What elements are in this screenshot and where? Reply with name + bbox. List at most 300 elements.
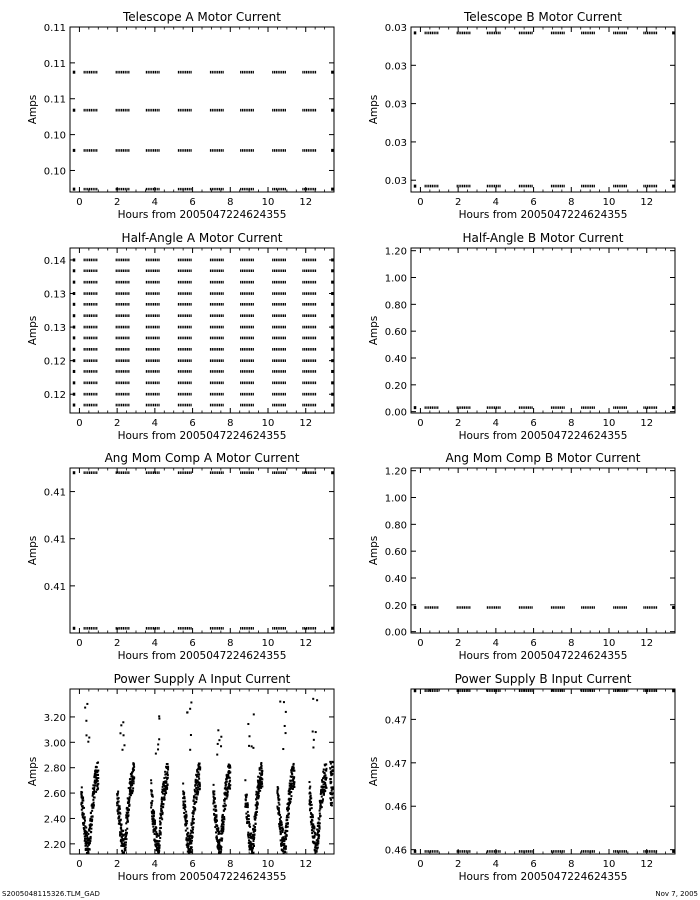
- x-tick-label: 0: [417, 638, 424, 649]
- data-point: [73, 314, 76, 317]
- data-point: [245, 813, 247, 815]
- data-point: [84, 816, 86, 818]
- x-tick-label: 2: [454, 418, 462, 429]
- data-point: [288, 813, 290, 815]
- y-axis-label: Amps: [368, 756, 380, 787]
- chart-title: Telescope A Motor Current: [123, 10, 281, 24]
- data-point: [278, 798, 280, 800]
- data-point: [130, 786, 132, 788]
- data-point: [325, 768, 327, 770]
- data-point: [160, 827, 162, 829]
- data-point: [116, 794, 118, 796]
- data-point: [247, 832, 249, 834]
- x-tick-label: 2: [113, 197, 121, 208]
- data-point: [223, 816, 225, 818]
- chart-title: Half-Angle A Motor Current: [121, 231, 283, 245]
- data-point: [93, 787, 95, 789]
- data-point: [221, 838, 223, 840]
- data-point: [158, 847, 160, 849]
- source-filename: S2005048115326.TLM_GAD: [2, 890, 100, 898]
- data-point: [286, 835, 288, 837]
- data-point: [331, 359, 334, 362]
- data-point: [123, 734, 125, 736]
- data-point: [288, 808, 290, 810]
- data-point: [332, 788, 334, 790]
- data-point: [93, 793, 95, 795]
- data-point: [311, 807, 313, 809]
- data-point: [214, 826, 216, 828]
- chart-title: Half-Angle B Motor Current: [462, 231, 624, 245]
- data-point: [252, 856, 254, 858]
- data-point: [331, 188, 334, 191]
- y-tick-label: 1.20: [384, 246, 407, 258]
- y-tick-label: 0.13: [43, 289, 66, 301]
- x-tick-label: 4: [151, 197, 159, 208]
- data-point: [159, 837, 161, 839]
- data-point: [192, 829, 194, 831]
- data-point: [89, 842, 91, 844]
- data-point: [87, 855, 89, 857]
- data-point: [256, 807, 258, 809]
- data-point: [290, 798, 292, 800]
- x-tick-label: 6: [189, 859, 196, 870]
- y-tick-label: 0.03: [384, 99, 407, 111]
- data-point: [122, 749, 124, 751]
- data-point: [198, 773, 200, 775]
- data-point: [132, 790, 134, 792]
- data-point: [213, 793, 215, 795]
- data-point: [199, 763, 201, 765]
- x-tick-label: 4: [151, 859, 159, 870]
- data-point: [261, 767, 263, 769]
- data-point: [255, 823, 257, 825]
- data-point: [131, 784, 133, 786]
- data-point: [278, 807, 280, 809]
- data-point: [91, 824, 93, 826]
- y-tick-label: 0.20: [384, 380, 407, 392]
- data-point: [249, 823, 251, 825]
- y-tick-label: 0.10: [43, 130, 66, 142]
- data-point: [73, 471, 76, 474]
- data-point: [162, 793, 164, 795]
- x-tick-label: 2: [454, 197, 462, 208]
- x-tick-label: 0: [76, 418, 83, 429]
- x-tick-label: 12: [299, 859, 313, 870]
- x-tick-label: 10: [261, 418, 275, 429]
- data-point: [293, 776, 295, 778]
- data-point: [283, 860, 285, 862]
- data-point: [88, 854, 90, 856]
- data-point: [151, 804, 153, 806]
- x-tick-label: 2: [113, 418, 121, 429]
- data-point: [129, 796, 131, 798]
- data-point: [160, 832, 162, 834]
- data-point: [252, 856, 254, 858]
- plot-frame: [70, 248, 334, 413]
- y-tick-label: 1.00: [384, 273, 407, 285]
- x-tick-label: 6: [189, 418, 196, 429]
- data-point: [133, 766, 135, 768]
- data-point: [331, 790, 333, 792]
- data-point: [331, 149, 334, 152]
- data-point: [226, 781, 228, 783]
- y-tick-label: 0.03: [384, 137, 407, 149]
- data-point: [331, 292, 334, 295]
- data-point: [120, 819, 122, 821]
- data-point: [123, 856, 125, 858]
- data-series: [73, 258, 334, 406]
- data-point: [249, 826, 251, 828]
- data-point: [293, 781, 295, 783]
- data-point: [196, 796, 198, 798]
- data-point: [246, 794, 248, 796]
- data-point: [119, 732, 121, 734]
- data-point: [182, 801, 184, 803]
- y-axis-label: Amps: [368, 315, 380, 346]
- y-tick-label: 0.41: [43, 581, 66, 593]
- data-point: [289, 793, 291, 795]
- x-tick-label: 4: [492, 418, 500, 429]
- data-point: [316, 851, 318, 853]
- data-point: [323, 794, 325, 796]
- data-point: [320, 815, 322, 817]
- data-point: [160, 808, 162, 810]
- y-tick-label: 0.14: [43, 255, 66, 267]
- data-point: [85, 827, 87, 829]
- data-point: [92, 807, 94, 809]
- data-point: [97, 770, 99, 772]
- data-point: [119, 813, 121, 815]
- data-point: [155, 827, 157, 829]
- data-point: [308, 781, 310, 783]
- data-point: [154, 820, 156, 822]
- y-tick-label: 0.46: [384, 802, 407, 814]
- x-tick-label: 6: [530, 197, 537, 208]
- data-point: [190, 842, 192, 844]
- y-axis-label: Amps: [27, 94, 39, 125]
- data-point: [315, 861, 317, 863]
- data-point: [325, 770, 327, 772]
- data-point: [88, 737, 90, 739]
- x-tick-label: 6: [189, 197, 196, 208]
- data-point: [167, 777, 169, 779]
- data-point: [255, 799, 257, 801]
- data-point: [280, 832, 282, 834]
- data-point: [261, 781, 263, 783]
- chart-title: Ang Mom Comp A Motor Current: [104, 451, 300, 465]
- data-point: [280, 816, 282, 818]
- data-point: [186, 822, 188, 824]
- data-point: [73, 269, 76, 272]
- data-point: [196, 798, 198, 800]
- data-point: [162, 806, 164, 808]
- data-point: [193, 822, 195, 824]
- data-point: [227, 791, 229, 793]
- data-point: [95, 791, 97, 793]
- data-point: [309, 786, 311, 788]
- y-tick-label: 0.00: [384, 627, 407, 639]
- data-point: [151, 800, 153, 802]
- y-tick-label: 1.00: [384, 493, 407, 505]
- data-point: [325, 763, 327, 765]
- data-point: [219, 854, 221, 856]
- data-point: [312, 698, 314, 700]
- data-point: [153, 811, 155, 813]
- data-point: [279, 831, 281, 833]
- data-point: [84, 707, 86, 709]
- data-point: [414, 31, 417, 34]
- data-point: [253, 834, 255, 836]
- x-tick-label: 6: [530, 638, 537, 649]
- data-point: [254, 826, 256, 828]
- x-tick-label: 10: [261, 859, 275, 870]
- x-axis-label: Hours from 2005047224624355: [117, 650, 287, 662]
- data-point: [93, 802, 95, 804]
- data-point: [189, 749, 191, 751]
- x-tick-label: 2: [113, 638, 121, 649]
- data-point: [331, 314, 334, 317]
- x-tick-label: 12: [640, 638, 654, 649]
- data-point: [251, 845, 253, 847]
- data-point: [199, 788, 201, 790]
- y-tick-label: 0.12: [43, 390, 66, 402]
- data-point: [672, 185, 675, 188]
- data-point: [216, 825, 218, 827]
- data-point: [293, 770, 295, 772]
- data-point: [123, 861, 125, 863]
- data-point: [290, 795, 292, 797]
- data-point: [184, 797, 186, 799]
- data-point: [222, 828, 224, 830]
- data-point: [331, 71, 334, 74]
- data-point: [311, 832, 313, 834]
- data-point: [83, 822, 85, 824]
- data-point: [279, 701, 281, 703]
- data-point: [312, 746, 314, 748]
- chart-panel-7: [27, 672, 334, 883]
- data-point: [190, 734, 192, 736]
- data-point: [261, 773, 263, 775]
- data-point: [164, 771, 166, 773]
- data-point: [220, 854, 222, 856]
- data-point: [128, 800, 130, 802]
- data-series: [73, 471, 334, 630]
- data-point: [216, 835, 218, 837]
- data-point: [255, 817, 257, 819]
- data-point: [318, 837, 320, 839]
- data-point: [287, 816, 289, 818]
- chart-panel-1: [27, 10, 334, 221]
- data-point: [73, 336, 76, 339]
- data-point: [216, 814, 218, 816]
- data-point: [224, 808, 226, 810]
- x-tick-label: 4: [492, 859, 500, 870]
- data-point: [213, 790, 215, 792]
- x-tick-label: 8: [568, 638, 575, 649]
- data-point: [153, 812, 155, 814]
- data-point: [151, 802, 153, 804]
- data-point: [81, 794, 83, 796]
- data-point: [329, 768, 331, 770]
- data-point: [186, 815, 188, 817]
- data-point: [189, 708, 191, 710]
- data-point: [252, 852, 254, 854]
- chart-panel-5: [27, 451, 334, 662]
- data-point: [214, 814, 216, 816]
- data-point: [220, 854, 222, 856]
- data-point: [277, 787, 279, 789]
- data-point: [227, 774, 229, 776]
- data-point: [117, 793, 119, 795]
- data-point: [321, 802, 323, 804]
- y-tick-label: 3.20: [43, 712, 66, 724]
- data-point: [218, 849, 220, 851]
- data-point: [164, 794, 166, 796]
- data-point: [154, 833, 156, 835]
- data-point: [218, 739, 220, 741]
- data-point: [222, 814, 224, 816]
- data-point: [161, 801, 163, 803]
- x-tick-label: 0: [417, 418, 424, 429]
- data-point: [252, 747, 254, 749]
- data-point: [229, 780, 231, 782]
- x-tick-label: 10: [602, 859, 616, 870]
- data-point: [89, 840, 91, 842]
- data-point: [97, 777, 99, 779]
- data-point: [282, 748, 284, 750]
- data-point: [316, 699, 318, 701]
- data-point: [324, 774, 326, 776]
- data-point: [261, 783, 263, 785]
- plot-frame: [411, 248, 675, 413]
- data-point: [329, 778, 331, 780]
- data-point: [313, 739, 315, 741]
- data-point: [153, 815, 155, 817]
- x-tick-label: 6: [530, 859, 537, 870]
- data-point: [250, 855, 252, 857]
- data-point: [214, 802, 216, 804]
- data-point: [245, 796, 247, 798]
- data-point: [247, 802, 249, 804]
- data-point: [87, 741, 89, 743]
- data-point: [309, 793, 311, 795]
- data-point: [222, 826, 224, 828]
- data-point: [87, 833, 89, 835]
- data-point: [158, 842, 160, 844]
- data-point: [73, 281, 76, 284]
- data-point: [167, 774, 169, 776]
- data-point: [331, 797, 333, 799]
- data-point: [183, 792, 185, 794]
- data-point: [414, 606, 417, 609]
- x-tick-label: 0: [76, 197, 83, 208]
- data-point: [158, 718, 160, 720]
- data-point: [332, 792, 334, 794]
- data-point: [167, 769, 169, 771]
- data-point: [258, 795, 260, 797]
- data-point: [118, 815, 120, 817]
- data-point: [127, 812, 129, 814]
- data-point: [229, 766, 231, 768]
- data-point: [125, 847, 127, 849]
- y-tick-label: 0.80: [384, 300, 407, 312]
- data-point: [325, 787, 327, 789]
- data-point: [186, 820, 188, 822]
- data-point: [187, 832, 189, 834]
- data-point: [223, 824, 225, 826]
- data-point: [216, 820, 218, 822]
- data-point: [283, 701, 285, 703]
- y-tick-label: 0.46: [384, 845, 407, 857]
- data-point: [254, 829, 256, 831]
- data-point: [220, 846, 222, 848]
- data-point: [285, 838, 287, 840]
- y-tick-label: 1.20: [384, 466, 407, 478]
- data-point: [331, 370, 334, 373]
- data-point: [128, 804, 130, 806]
- data-point: [315, 857, 317, 859]
- x-axis-label: Hours from 2005047224624355: [458, 209, 628, 221]
- data-point: [185, 811, 187, 813]
- data-point: [123, 855, 125, 857]
- data-point: [290, 791, 292, 793]
- data-point: [133, 782, 135, 784]
- data-point: [73, 109, 76, 112]
- x-axis-label: Hours from 2005047224624355: [117, 430, 287, 442]
- data-point: [324, 782, 326, 784]
- data-point: [220, 855, 222, 857]
- data-point: [223, 818, 225, 820]
- data-point: [216, 837, 218, 839]
- data-point: [185, 830, 187, 832]
- data-point: [414, 406, 417, 409]
- data-point: [199, 785, 201, 787]
- data-point: [314, 855, 316, 857]
- data-point: [218, 841, 220, 843]
- data-point: [286, 817, 288, 819]
- data-point: [73, 381, 76, 384]
- data-point: [159, 844, 161, 846]
- y-tick-label: 0.00: [384, 407, 407, 419]
- data-point: [319, 826, 321, 828]
- y-tick-label: 0.60: [384, 327, 407, 339]
- data-point: [213, 784, 215, 786]
- data-point: [332, 761, 334, 763]
- data-point: [91, 819, 93, 821]
- data-point: [96, 766, 98, 768]
- data-point: [183, 812, 185, 814]
- data-point: [324, 772, 326, 774]
- data-point: [196, 782, 198, 784]
- data-point: [283, 843, 285, 845]
- data-point: [229, 788, 231, 790]
- data-point: [261, 785, 263, 787]
- data-point: [87, 862, 89, 864]
- data-point: [184, 806, 186, 808]
- x-tick-label: 12: [640, 859, 654, 870]
- data-point: [81, 802, 83, 804]
- data-point: [330, 793, 332, 795]
- data-point: [73, 188, 76, 191]
- data-point: [220, 855, 222, 857]
- data-point: [125, 838, 127, 840]
- y-tick-label: 0.03: [384, 176, 407, 188]
- x-tick-label: 8: [568, 197, 575, 208]
- data-point: [191, 836, 193, 838]
- data-point: [229, 771, 231, 773]
- y-tick-label: 2.20: [43, 839, 66, 851]
- data-point: [252, 847, 254, 849]
